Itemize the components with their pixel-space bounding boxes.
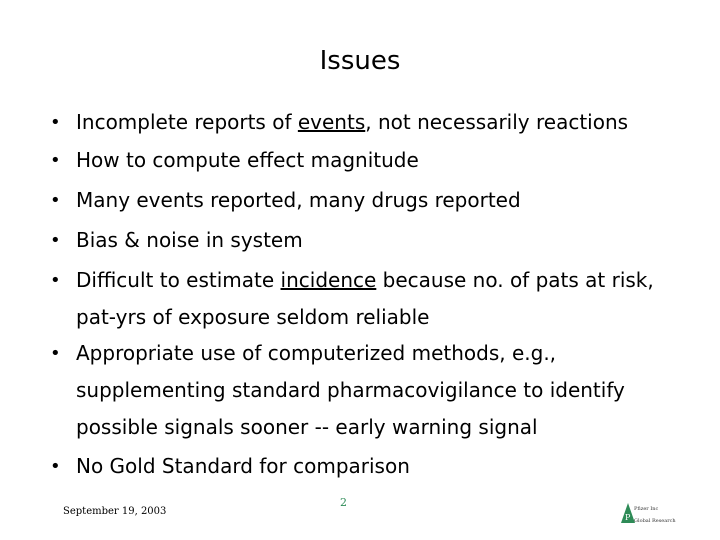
bullet-line — [76, 104, 700, 141]
underlined-term: incidence — [280, 268, 377, 292]
bullet-line — [76, 372, 700, 409]
bullet-marker: • — [50, 190, 61, 211]
bullet-item — [50, 262, 700, 336]
logo-line-2: Global Research — [634, 518, 676, 524]
bullet-text-segment: No Gold Standard for comparison — [76, 454, 410, 478]
bullet-text-segment: Appropriate use of computerized methods, e.g., — [76, 341, 557, 365]
bullet-line — [76, 335, 700, 372]
bullet-line — [76, 448, 700, 485]
bullet-text — [76, 335, 700, 446]
bullet-item — [50, 104, 700, 141]
bullet-line — [76, 182, 700, 219]
bullet-marker: • — [50, 112, 61, 133]
slide-title: Issues — [319, 46, 401, 76]
bullet-text-segment: possible signals sooner -- early warning signal — [76, 415, 538, 439]
bullet-marker: • — [50, 230, 61, 251]
logo-letter: P — [625, 513, 631, 522]
company-logo — [620, 502, 676, 524]
bullet-item — [50, 142, 700, 179]
bullet-text — [76, 448, 700, 485]
footer-date: September 19, 2003 — [63, 506, 167, 517]
bullet-text-segment: Incomplete reports of — [76, 110, 298, 134]
bullet-line — [76, 262, 700, 299]
bullet-item — [50, 448, 700, 485]
bullet-marker: • — [50, 456, 61, 477]
bullet-marker: • — [50, 270, 61, 291]
bullet-item — [50, 182, 700, 219]
logo-line-1: Pfizer Inc — [634, 506, 659, 512]
bullet-text — [76, 142, 700, 179]
underlined-term: events — [297, 110, 366, 134]
page-number: 2 — [340, 496, 347, 509]
bullet-text-segment: Bias & noise in system — [76, 228, 303, 252]
bullet-marker: • — [50, 343, 61, 364]
bullet-line — [76, 222, 700, 259]
bullet-text-segment: pat-yrs of exposure seldom reliable — [76, 305, 430, 329]
bullet-text-segment: because no. of pats at risk, — [376, 268, 654, 292]
bullet-text-segment: Many events reported, many drugs reported — [76, 188, 521, 212]
bullet-line — [76, 409, 700, 446]
bullet-marker: • — [50, 150, 61, 171]
bullet-text-segment: How to compute effect magnitude — [76, 148, 419, 172]
bullet-text — [76, 222, 700, 259]
bullet-text — [76, 262, 700, 336]
bullet-text — [76, 104, 700, 141]
bullet-item — [50, 222, 700, 259]
bullet-line — [76, 299, 700, 336]
bullet-text-segment: , not necessarily reactions — [365, 110, 629, 134]
bullet-text-segment: supplementing standard pharmacovigilance to identify — [76, 378, 625, 402]
bullet-line — [76, 142, 700, 179]
bullet-text-segment: Difficult to estimate — [76, 268, 281, 292]
bullet-text — [76, 182, 700, 219]
bullet-item — [50, 335, 700, 446]
